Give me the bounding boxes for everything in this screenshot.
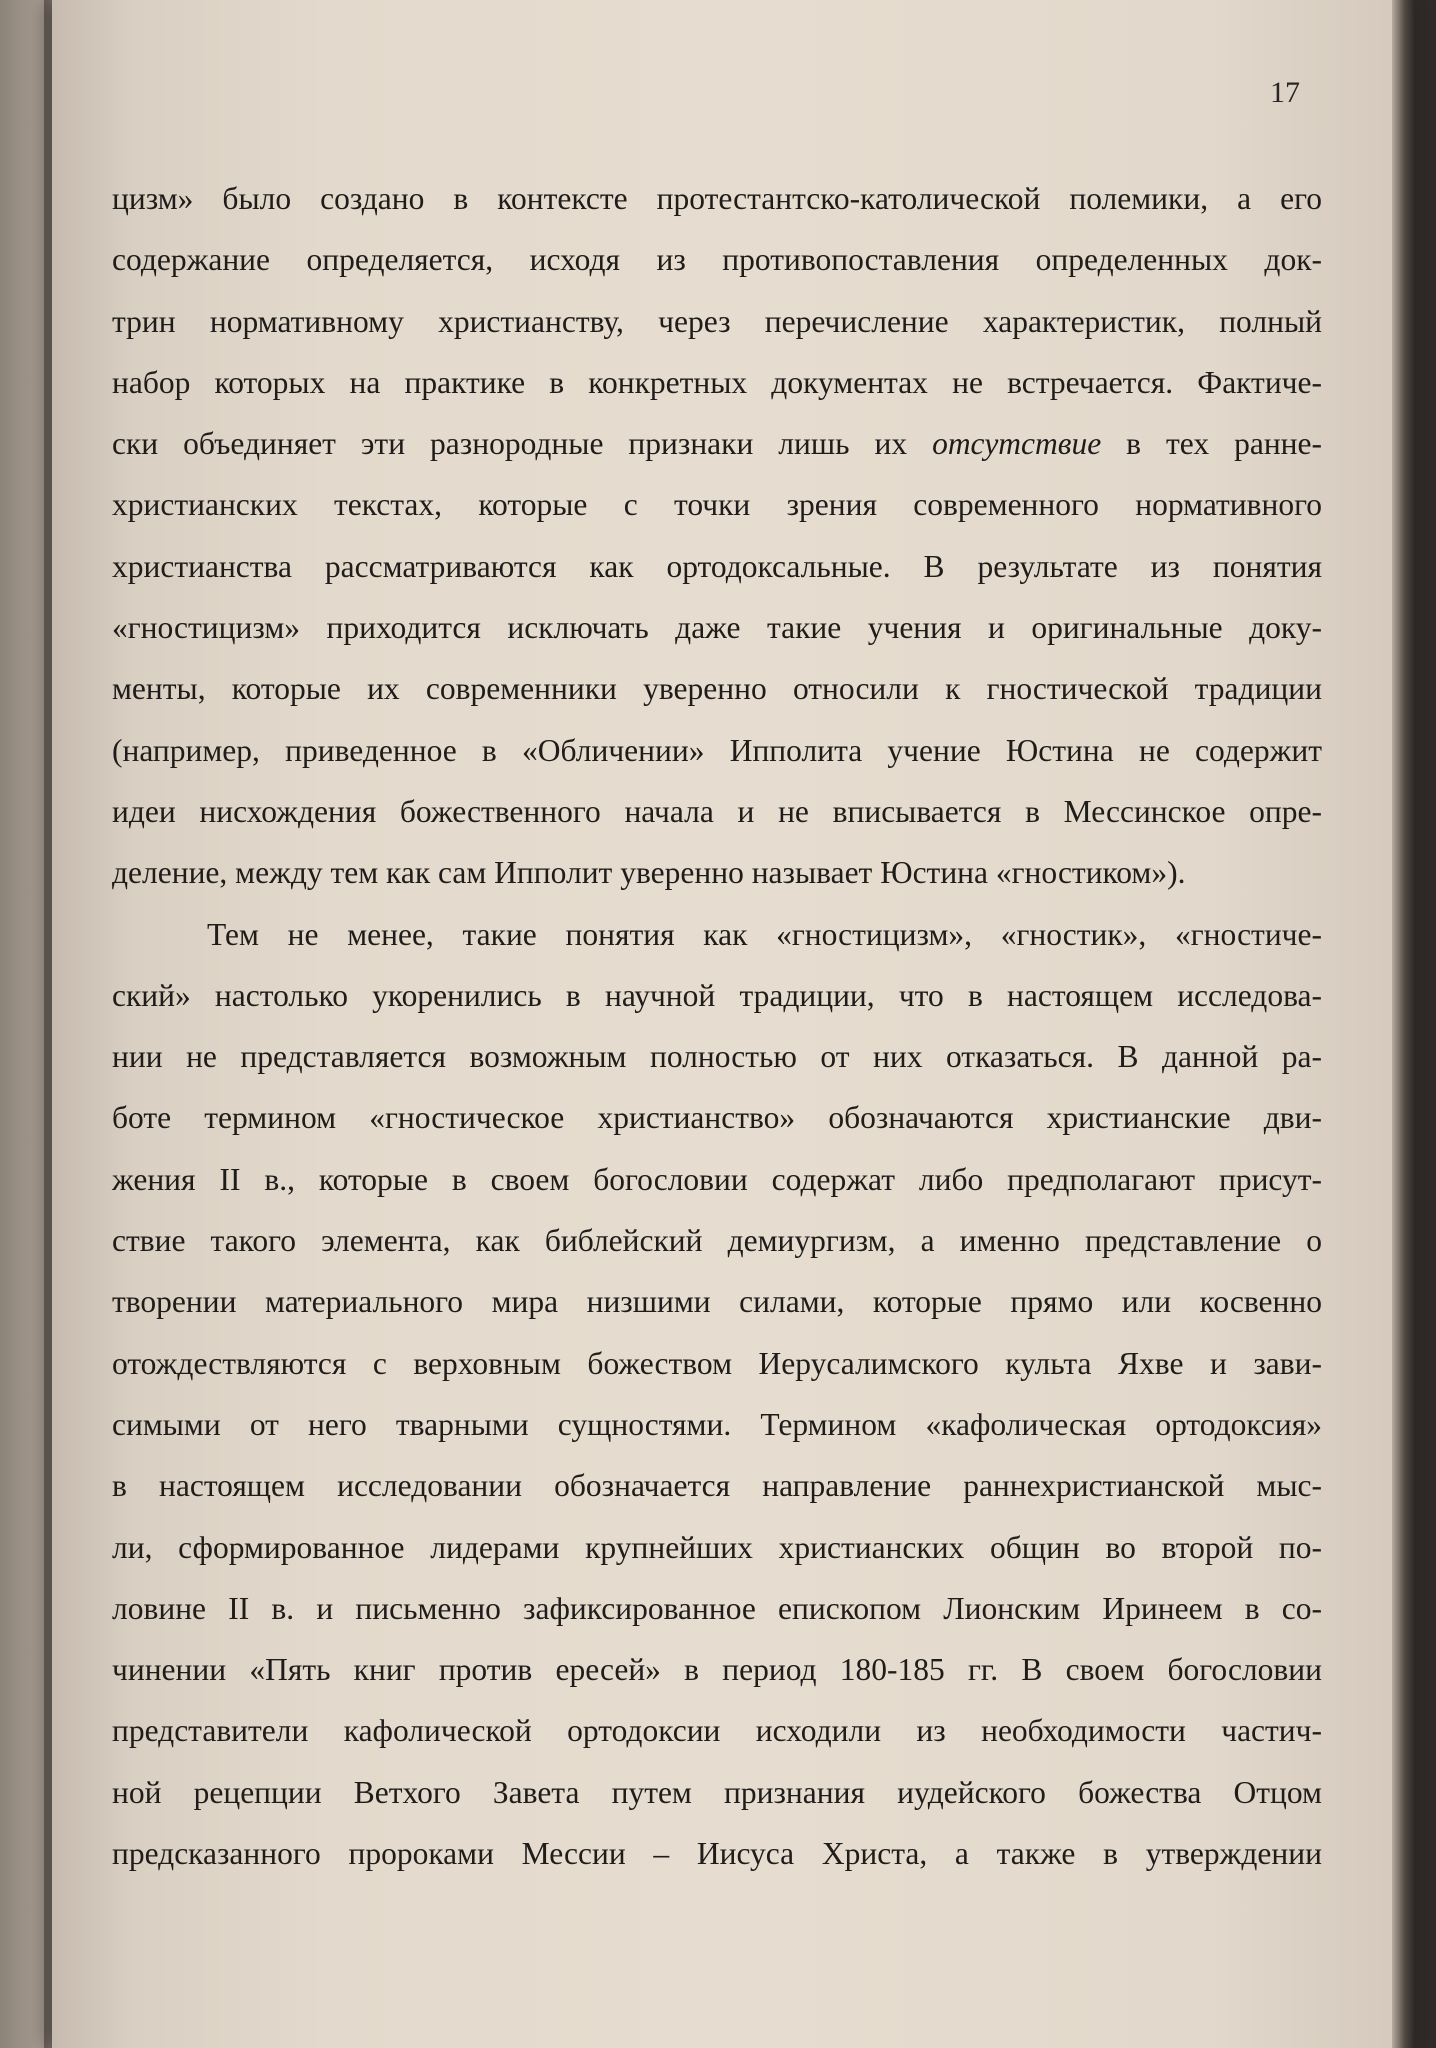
text-line: чинении «Пять книг против ересей» в период 180-185 гг. В своем богословии: [112, 1652, 1322, 1688]
paragraph-first-line: Тем не менее, такие понятия как «гностицизм», «гностик», «гностиче-: [207, 916, 1322, 952]
text-line: нии не представляется возможным полностью от них отказаться. В данной ра-: [112, 1039, 1322, 1075]
text-line: содержание определяется, исходя из противопоставления определенных док-: [112, 242, 1322, 278]
text-line: христианства рассматриваются как ортодоксальные. В результате из понятия: [112, 548, 1322, 584]
text-line: жения II в., которые в своем богословии содержат либо предполагают присут-: [112, 1161, 1322, 1197]
text-segment: ски объединяет эти разнородные признаки лишь их: [112, 426, 933, 462]
text-line: менты, которые их современники уверенно относили к гностической традиции: [112, 671, 1322, 707]
text-line: цизм» было создано в контексте протестантско-католической полемики, а его: [112, 181, 1322, 216]
text-line: ловине II в. и письменно зафиксированное епископом Лионским Иринеем в со-: [112, 1590, 1322, 1626]
emphasis-word: отсутствие: [932, 426, 1102, 462]
text-line: представители кафолической ортодоксии исходили из необходимости частич-: [112, 1713, 1322, 1749]
page-edge-shadow: [1392, 0, 1414, 2048]
text-line: боте термином «гностическое христианство» обозначаются христианские дви-: [112, 1100, 1322, 1136]
text-line: (например, приведенное в «Обличении» Ипполита учение Юстина не содержит: [112, 732, 1322, 768]
text-line: трин нормативному христианству, через перечисление характеристик, полный: [112, 303, 1322, 339]
text-line: предсказанного пророками Мессии – Иисуса Христа, а также в утверждении: [112, 1836, 1322, 1872]
text-line: в настоящем исследовании обозначается направление раннехристианской мыс-: [112, 1468, 1322, 1504]
text-line: идеи нисхождения божественного начала и не вписывается в Мессинское опре-: [112, 793, 1322, 829]
text-line: [112, 413, 1322, 474]
text-line: деление, между тем как сам Ипполит уверенно называет Юстина «гностиком»).: [112, 855, 1186, 891]
text-line: ной рецепции Ветхого Завета путем признания иудейского божества Отцом: [112, 1774, 1322, 1810]
text-line: симыми от него тварными сущностями. Термином «кафолическая ортодоксия»: [112, 1406, 1322, 1442]
text-segment: в тех ранне-: [1101, 426, 1323, 462]
text-line: ский» настолько укоренились в научной традиции, что в настоящем исследова-: [112, 977, 1322, 1013]
page-number: 17: [1270, 76, 1300, 109]
text-line: творении материального мира низшими силами, которые прямо или косвенно: [112, 1284, 1322, 1320]
body-text: [112, 168, 1322, 1884]
text-line: ствие такого элемента, как библейский демиургизм, а именно представление о: [112, 1223, 1322, 1259]
text-line: отождествляются с верховным божеством Иерусалимского культа Яхве и зави-: [112, 1345, 1322, 1381]
text-line: набор которых на практике в конкретных документах не встречается. Фактиче-: [112, 364, 1322, 400]
text-line: ли, сформированное лидерами крупнейших христианских общин во второй по-: [112, 1529, 1322, 1565]
text-line: «гностицизм» приходится исключать даже такие учения и оригинальные доку-: [112, 610, 1322, 646]
text-line: христианских текстах, которые с точки зрения современного нормативного: [112, 487, 1322, 523]
